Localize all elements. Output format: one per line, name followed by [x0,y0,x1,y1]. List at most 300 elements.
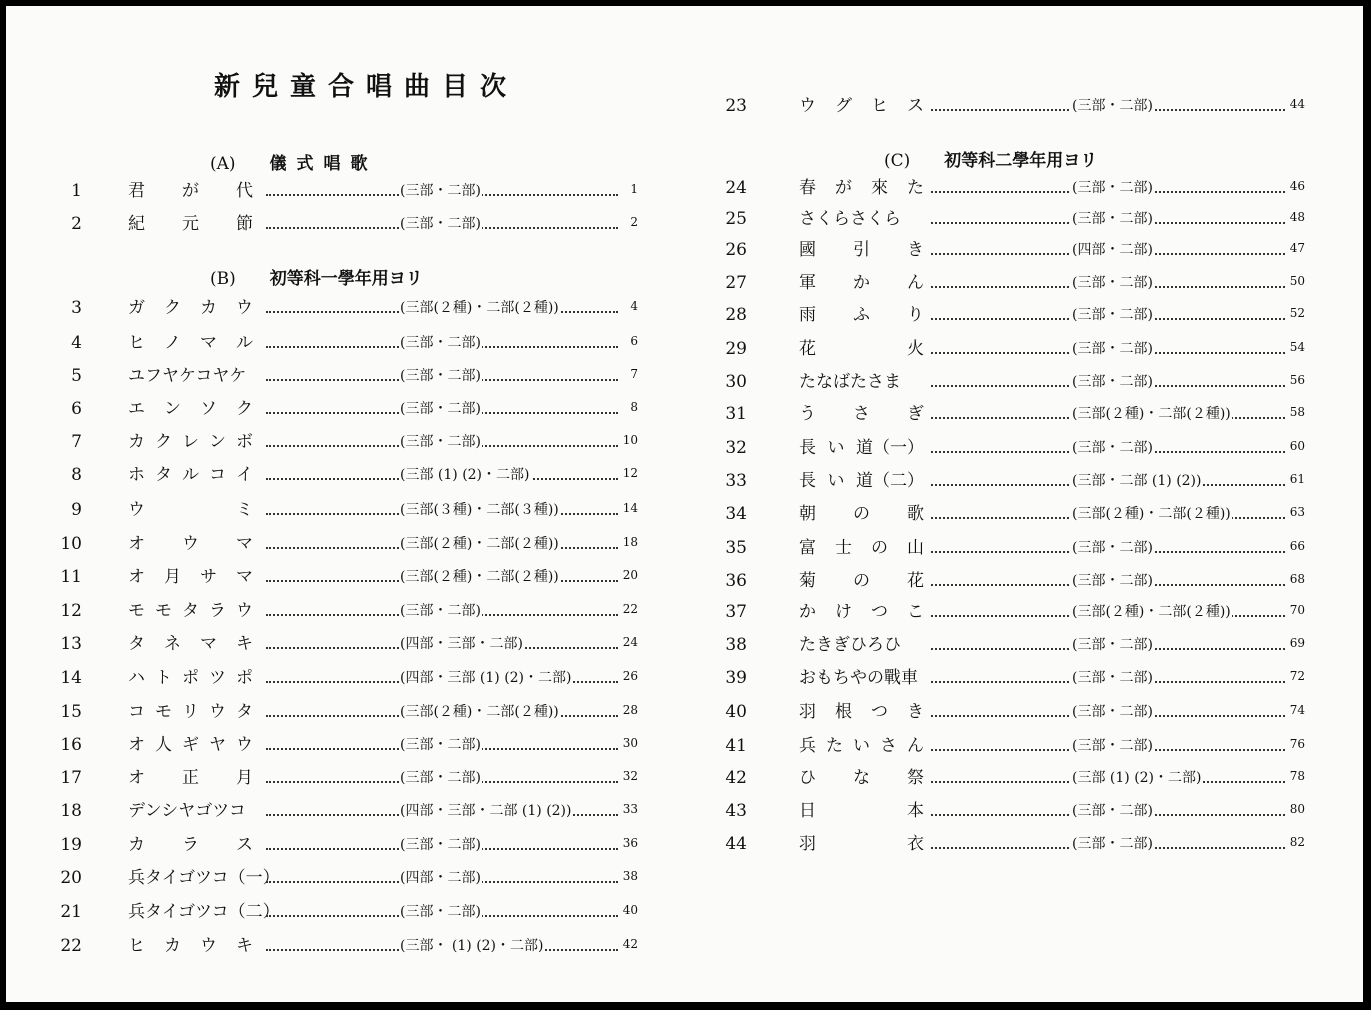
entry-page-number: 24 [622,635,638,649]
toc-entry [56,663,656,693]
entry-title [128,796,253,826]
entry-title-char: い [827,471,845,491]
entry-title-char: 長 [799,438,816,458]
toc-entry [56,931,656,961]
entry-page-number: 70 [1289,603,1305,617]
entry-title-char: オ [128,735,145,755]
entry-parts: (三部(２種)・二部(２種)) [399,562,560,592]
entry-parts: (四部・三部 (1) (2)・二部) [399,663,573,693]
toc-entry [56,697,656,727]
entry-title [799,630,924,660]
entry-title-char: た [907,178,924,198]
entry-page-number: 52 [1289,306,1305,320]
entry-parts: (三部・二部) [1071,334,1154,364]
entry-title [799,367,924,397]
entry-title-char: 兵タイゴツコ（一） [128,868,280,888]
entry-parts: (三部・二部) [399,427,482,457]
entry-title [128,209,253,239]
entry-page-number: 28 [622,703,638,717]
entry-title-char: 月 [236,768,253,788]
entry-title-char: 紀 [128,214,145,234]
entry-title-char: い [853,736,870,756]
entry-title-char: カ [200,298,217,318]
entry-title-char: ラ [182,835,199,855]
entry-title-char: 本 [907,801,924,821]
entry-title [128,394,253,424]
entry-page-number: 10 [622,433,638,447]
entry-title-char: モ [155,601,172,621]
entry-title-char: サ [200,567,217,587]
entry-title [799,173,924,203]
toc-entry [56,176,656,206]
entry-page-number: 44 [1289,97,1305,111]
entry-parts: (四部・二部) [1071,235,1154,265]
entry-number: 26 [725,240,747,260]
entry-title-char: ヒ [871,96,888,116]
entry-page-number: 74 [1289,703,1305,717]
entry-parts: (三部・二部) [1071,796,1154,826]
entry-parts: (三部(２種)・二部(２種)) [399,697,560,727]
entry-title-char: レ [182,432,199,452]
entry-page-number: 76 [1289,737,1305,751]
entry-number: 33 [725,471,747,491]
entry-page-number: 72 [1289,669,1305,683]
entry-number: 21 [60,902,82,922]
entry-title-char: ポ [182,668,199,688]
entry-page-number: 40 [622,903,638,917]
entry-title-char: マ [236,534,253,554]
entry-title-char: ミ [236,500,253,520]
toc-entry [56,529,656,559]
entry-title-char: 羽 [799,834,816,854]
entry-parts: (三部・二部) [1071,300,1154,330]
entry-title-char: タ [182,601,199,621]
entry-number: 17 [60,768,82,788]
entry-parts: (三部 (1) (2)・二部) [399,460,531,490]
entry-parts: (四部・三部・二部 (1) (2)) [399,796,573,826]
entry-title-char: の [853,504,870,524]
entry-parts: (三部(２種)・二部(２種)) [1071,597,1232,627]
entry-parts: (三部・二部) [1071,533,1154,563]
entry-title-char: ン [164,399,181,419]
entry-title [799,763,924,793]
toc-entry [56,293,656,323]
entry-page-number: 14 [622,501,638,515]
entry-title-char: 道（一） [856,438,924,458]
entry-title-char: け [835,602,852,622]
entry-title-char: ポ [236,668,253,688]
entry-title-char: ス [236,835,253,855]
entry-parts: (三部・二部) [1071,731,1154,761]
entry-title-char: つ [871,702,888,722]
entry-title [799,433,924,463]
entry-parts: (三部・二部) [399,763,482,793]
entry-title-char: 節 [236,214,253,234]
entry-title [128,328,253,358]
entry-title-char: コ [128,702,145,722]
entry-title-char: タ [128,634,145,654]
entry-title-char: ヒ [128,936,145,956]
entry-title [799,91,924,121]
entry-page-number: 8 [630,400,638,414]
entry-title-char: う [799,404,816,424]
entry-parts: (三部・二部) [1071,433,1154,463]
entry-title-char: 來 [871,178,888,198]
entry-title-char: ス [907,96,924,116]
entry-title-char: 朝 [799,504,816,524]
table-of-contents-page [6,6,1363,1002]
entry-title-char: ウ [182,534,199,554]
toc-entry [56,562,656,592]
entry-page-number: 2 [630,215,638,229]
toc-entry [721,399,1321,429]
entry-number: 4 [71,333,82,353]
entry-page-number: 68 [1289,572,1305,586]
entry-page-number: 30 [622,736,638,750]
toc-entry [721,697,1321,727]
entry-page-number: 56 [1289,373,1305,387]
entry-number: 5 [71,366,82,386]
entry-title-char: ル [236,333,253,353]
entry-parts: (三部・二部) [399,596,482,626]
entry-number: 2 [71,214,82,234]
entry-number: 7 [71,432,82,452]
toc-entry [721,173,1321,203]
entry-title-char: コ [209,465,226,485]
entry-title-char: 士 [835,538,852,558]
entry-title-char: カ [164,936,181,956]
entry-title-char: ホ [128,465,145,485]
entry-title-char: 人 [155,735,172,755]
entry-number: 16 [60,735,82,755]
entry-number: 25 [725,209,747,229]
toc-entry [721,433,1321,463]
entry-title-char: ノ [164,333,181,353]
entry-parts: (三部・二部 (1) (2)) [1071,466,1203,496]
entry-title [128,562,253,592]
entry-title [128,763,253,793]
entry-parts: (三部・二部) [399,328,482,358]
entry-title-char: ひ [799,768,816,788]
entry-title [128,293,253,323]
entry-title-char: ク [164,298,181,318]
entry-page-number: 46 [1289,179,1305,193]
entry-number: 37 [725,602,747,622]
entry-title-char: マ [200,333,217,353]
entry-title-char: つ [871,602,888,622]
entry-title [128,697,253,727]
entry-title-char: ガ [128,298,145,318]
entry-title-char: 山 [907,538,924,558]
entry-title-char: ギ [182,735,199,755]
entry-number: 41 [725,736,747,756]
entry-title-char: 春 [799,178,816,198]
entry-title-char: い [827,438,845,458]
entry-title-char: タ [236,702,253,722]
entry-title-char: こ [907,602,924,622]
entry-title [799,566,924,596]
entry-parts: (三部・二部) [399,361,482,391]
entry-parts: (三部・二部) [1071,367,1154,397]
entry-title [128,596,253,626]
section-title: 初等科二學年用ヨリ [944,151,1098,171]
entry-title-char: タ [155,465,172,485]
toc-entry [56,495,656,525]
entry-number: 13 [60,634,82,654]
toc-entry [721,268,1321,298]
entry-page-number: 48 [1289,210,1305,224]
entry-parts: (三部(３種)・二部(３種)) [399,495,560,525]
toc-entry [721,367,1321,397]
section-label: (C) [884,151,911,171]
entry-title-char: グ [835,96,852,116]
entry-title-char: マ [200,634,217,654]
entry-page-number: 60 [1289,439,1305,453]
entry-number: 22 [60,936,82,956]
entry-title [799,829,924,859]
toc-entry [56,209,656,239]
entry-title-char: ソ [200,399,217,419]
entry-title-char: ト [155,668,172,688]
entry-number: 30 [725,372,747,392]
section-title: 儀式唱歌 [269,154,378,174]
entry-title-char: 元 [182,214,199,234]
entry-title [799,268,924,298]
entry-parts: (三部 (1) (2)・二部) [1071,763,1203,793]
entry-title [128,897,280,927]
entry-title [128,460,253,490]
entry-title-char: ネ [164,634,181,654]
entry-title-char: 雨 [799,305,816,325]
entry-page-number: 33 [622,802,638,816]
entry-title-char: き [907,702,924,722]
toc-entry [721,731,1321,761]
section-label: (B) [210,269,236,289]
toc-entry [721,796,1321,826]
entry-title [799,697,924,727]
section-title: 初等科一學年用ヨリ [269,269,423,289]
entry-number: 32 [725,438,747,458]
entry-title-char: ん [907,273,924,293]
entry-title-char: 正 [182,768,199,788]
entry-title-char: さ [880,736,897,756]
entry-title-char: マ [236,567,253,587]
entry-title-char: ハ [128,668,145,688]
toc-entry [56,328,656,358]
entry-number: 18 [60,801,82,821]
entry-title-char: か [799,602,816,622]
entry-number: 28 [725,305,747,325]
toc-entry [56,361,656,391]
entry-title-char: り [907,305,924,325]
entry-title-char: オ [128,534,145,554]
toc-entry [721,300,1321,330]
entry-title-char: ン [209,432,226,452]
entry-number: 24 [725,178,747,198]
toc-entry [56,394,656,424]
entry-title-char: 衣 [907,834,924,854]
entry-title-char: 歌 [907,504,924,524]
entry-parts: (三部・二部) [399,730,482,760]
entry-page-number: 18 [622,535,638,549]
entry-title-char: な [853,768,870,788]
entry-number: 35 [725,538,747,558]
toc-entry [56,863,656,893]
entry-title-char: ボ [236,432,253,452]
entry-number: 36 [725,571,747,591]
entry-number: 44 [725,834,747,854]
entry-number: 29 [725,339,747,359]
entry-page-number: 6 [630,334,638,348]
entry-title [128,361,253,391]
entry-parts: (三部(２種)・二部(２種)) [1071,399,1232,429]
entry-title [128,629,253,659]
entry-parts: (三部・ (1) (2)・二部) [399,931,545,961]
toc-entry [56,897,656,927]
entry-title-char: の [871,538,888,558]
entry-title-char: ヒ [128,333,145,353]
entry-title-char: カ [128,432,145,452]
entry-title [799,399,924,429]
entry-title-char: ウ [236,735,253,755]
entry-title-char: た [826,736,843,756]
entry-number: 23 [725,96,747,116]
entry-parts: (三部(２種)・二部(２種)) [399,529,560,559]
entry-parts: (三部・二部) [1071,566,1154,596]
entry-parts: (三部(２種)・二部(２種)) [399,293,560,323]
entry-parts: (三部・二部) [399,830,482,860]
entry-number: 20 [60,868,82,888]
entry-title-char: 日 [799,801,816,821]
entry-title-char: 菊 [799,571,816,591]
toc-entry [56,629,656,659]
entry-page-number: 42 [622,937,638,951]
toc-entry [721,499,1321,529]
entry-title-char: キ [236,634,253,654]
entry-parts: (三部・二部) [1071,91,1154,121]
entry-page-number: 22 [622,602,638,616]
toc-entry [721,566,1321,596]
entry-title-char: モ [128,601,145,621]
entry-title-char: 國 [799,240,816,260]
toc-entry [56,763,656,793]
entry-title-char: 軍 [799,273,816,293]
entry-title-char: イ [236,465,253,485]
entry-title [799,663,924,693]
entry-page-number: 78 [1289,769,1305,783]
entry-parts: (三部・二部) [1071,697,1154,727]
entry-title-char: ツ [209,668,226,688]
entry-page-number: 50 [1289,274,1305,288]
entry-title [799,300,924,330]
entry-title-char: 富 [799,538,816,558]
entry-title-char: 兵タイゴツコ（二） [128,902,280,922]
entry-title [799,533,924,563]
entry-parts: (三部・二部) [399,394,482,424]
toc-entry [721,533,1321,563]
entry-title-char: ウ [236,601,253,621]
entry-title-char: ウ [128,500,145,520]
entry-number: 14 [60,668,82,688]
toc-entry [721,204,1321,234]
entry-title-char: か [853,273,870,293]
entry-title [799,597,924,627]
entry-title [799,731,924,761]
entry-title-char: ウ [236,298,253,318]
entry-title-char: 兵 [799,736,816,756]
entry-parts: (三部・二部) [1071,204,1154,234]
entry-title-char: 君 [128,181,145,201]
entry-page-number: 7 [630,367,638,381]
entry-title-char: オ [128,768,145,788]
entry-title-char: 根 [835,702,852,722]
entry-title-char: キ [236,936,253,956]
entry-title-char: さくらさくら [799,209,901,229]
entry-title-char: き [907,240,924,260]
entry-number: 3 [71,298,82,318]
entry-page-number: 47 [1289,241,1305,255]
toc-entry [56,596,656,626]
entry-title [128,495,253,525]
entry-title [128,176,253,206]
entry-title-char: ウ [209,702,226,722]
toc-entry [56,427,656,457]
entry-page-number: 20 [622,568,638,582]
entry-title-char: ウ [799,96,816,116]
entry-title-char: ん [907,736,924,756]
entry-title-char: たなばたさま [799,372,901,392]
entry-page-number: 63 [1289,505,1305,519]
entry-number: 43 [725,801,747,821]
entry-parts: (三部・二部) [1071,173,1154,203]
entry-number: 40 [725,702,747,722]
entry-title-char: ユフヤケコヤケ [128,366,247,386]
entry-title-char: 花 [907,571,924,591]
entry-title-char: おもちやの戰車 [799,668,918,688]
entry-title [128,931,253,961]
toc-entry [721,763,1321,793]
section-heading-a [210,149,378,174]
entry-title-char: が [835,178,852,198]
entry-parts: (三部・二部) [399,176,482,206]
entry-page-number: 66 [1289,539,1305,553]
entry-parts: (三部・二部) [1071,268,1154,298]
entry-title-char: 長 [799,471,816,491]
entry-title-char: が [182,181,199,201]
entry-title [799,235,924,265]
entry-page-number: 82 [1289,835,1305,849]
entry-title-char: デンシヤゴツコ [128,801,246,821]
section-label: (A) [210,154,236,174]
toc-entry [56,730,656,760]
entry-number: 15 [60,702,82,722]
entry-title-char: ウ [200,936,217,956]
entry-title [128,863,280,893]
toc-entry [721,663,1321,693]
entry-number: 34 [725,504,747,524]
entry-title [799,334,924,364]
entry-title-char: オ [128,567,145,587]
toc-entry [56,460,656,490]
entry-page-number: 61 [1289,472,1305,486]
entry-page-number: 1 [630,182,638,196]
entry-title-char: ル [182,465,199,485]
entry-title-char: たきぎひろひ [799,635,901,655]
entry-page-number: 80 [1289,802,1305,816]
entry-parts: (三部・二部) [1071,663,1154,693]
toc-entry [721,597,1321,627]
entry-page-number: 4 [630,299,638,313]
